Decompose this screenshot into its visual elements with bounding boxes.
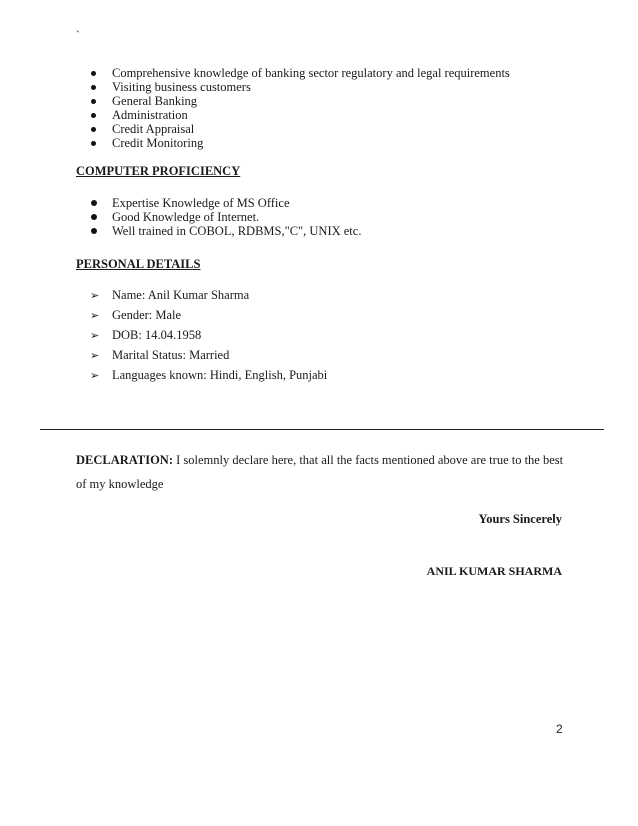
bullet-icon: [91, 85, 96, 90]
declaration-label: DECLARATION:: [76, 453, 173, 467]
personal-list: [0, 288, 327, 388]
list-item: Comprehensive knowledge of banking sector regulatory and legal requirements: [0, 66, 510, 80]
closing: Yours Sincerely: [478, 512, 562, 526]
signature-name: ANIL KUMAR SHARMA: [426, 564, 562, 578]
horizontal-divider: [40, 429, 604, 430]
bullet-icon: [91, 214, 97, 220]
list-item: Expertise Knowledge of MS Office: [0, 196, 361, 210]
page-number: 2: [556, 722, 563, 736]
arrow-icon: ➢: [90, 289, 100, 302]
section-heading-personal: PERSONAL DETAILS: [76, 257, 201, 271]
list-item: Credit Monitoring: [0, 136, 510, 150]
bullet-icon: [91, 113, 96, 118]
list-item: ➢ Marital Status: Married: [90, 348, 230, 362]
list-item: ➢ Name: Anil Kumar Sharma: [90, 288, 250, 302]
bullet-icon: [91, 228, 97, 234]
arrow-icon: ➢: [90, 309, 100, 322]
list-item: ➢ Gender: Male: [90, 308, 182, 322]
bullet-icon: [91, 99, 96, 104]
list-item: Good Knowledge of Internet.: [0, 210, 361, 224]
arrow-icon: ➢: [90, 349, 100, 362]
declaration: [76, 448, 576, 496]
list-item: Administration: [0, 108, 510, 122]
arrow-icon: ➢: [90, 369, 100, 382]
bullet-icon: [91, 127, 96, 132]
declaration-text: I solemnly declare here, that all the facts mentioned above are true to the best of my knowledge: [76, 453, 564, 491]
list-item: General Banking: [0, 94, 510, 108]
list-item: ➢ DOB: 14.04.1958: [90, 328, 202, 342]
list-item: Well trained in COBOL, RDBMS,"C", UNIX etc.: [0, 224, 361, 238]
computer-list: [0, 196, 361, 238]
bullet-icon: [91, 141, 96, 146]
list-item: Credit Appraisal: [0, 122, 510, 136]
stray-mark: `: [76, 28, 80, 42]
section-heading-computer: COMPUTER PROFICIENCY: [76, 164, 241, 178]
list-item: Visiting business customers: [0, 80, 510, 94]
skills-list: [0, 66, 510, 150]
bullet-icon: [91, 200, 97, 206]
arrow-icon: ➢: [90, 329, 100, 342]
bullet-icon: [91, 71, 96, 76]
list-item: ➢ Languages known: Hindi, English, Punjabi: [90, 368, 328, 382]
